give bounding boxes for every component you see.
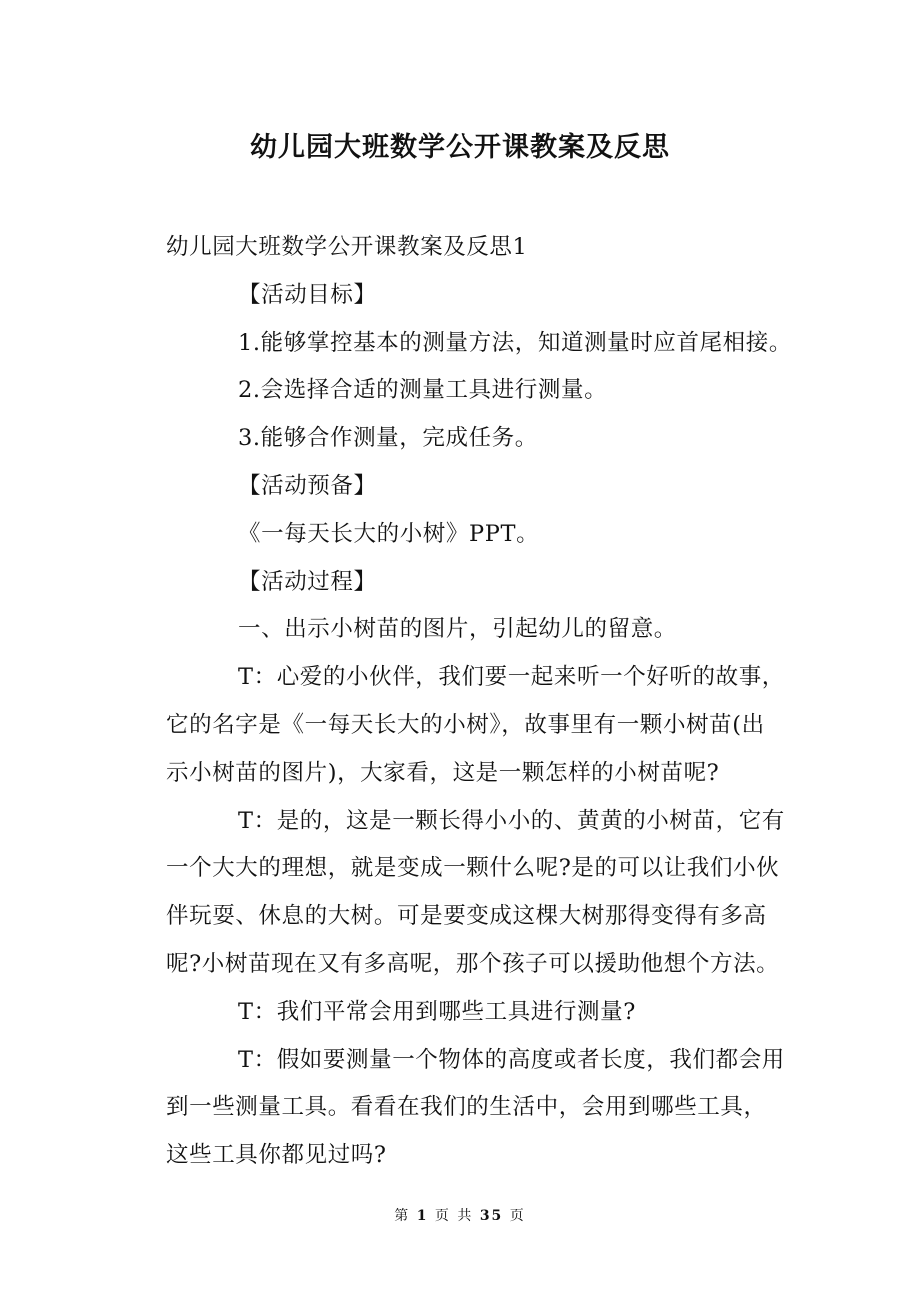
paragraph-line: 【活动过程】 bbox=[238, 568, 377, 595]
footer-prefix: 第 bbox=[394, 1208, 411, 1224]
paragraph-line: 一、出示小树苗的图片，引起幼儿的留意。 bbox=[238, 616, 677, 643]
paragraph-line: T：是的，这是一颗长得小小的、黄黄的小树苗，它有 bbox=[238, 807, 785, 834]
paragraph-line: 2.会选择合适的测量工具进行测量。 bbox=[238, 377, 608, 404]
paragraph-line: 它的名字是《一每天长大的小树》，故事里有一颗小树苗(出 bbox=[166, 711, 765, 738]
paragraph-line: 【活动预备】 bbox=[238, 472, 377, 499]
current-page-number: 1 bbox=[416, 1208, 429, 1224]
footer-middle: 页 共 bbox=[434, 1208, 474, 1224]
paragraph-line: 呢?小树苗现在又有多高呢，那个孩子可以援助他想个方法。 bbox=[166, 950, 780, 977]
page-footer bbox=[0, 1206, 920, 1226]
paragraph-line: 【活动目标】 bbox=[238, 281, 377, 308]
paragraph-line: 伴玩耍、休息的大树。可是要变成这棵大树那得变得有多高 bbox=[166, 903, 767, 930]
paragraph-line: T：假如要测量一个物体的高度或者长度，我们都会用 bbox=[238, 1046, 785, 1073]
total-page-count: 35 bbox=[479, 1208, 504, 1224]
paragraph-line: 1.能够掌控基本的测量方法，知道测量时应首尾相接。 bbox=[238, 329, 792, 356]
footer-suffix: 页 bbox=[509, 1208, 526, 1224]
paragraph-line: 示小树苗的图片)，大家看，这是一颗怎样的小树苗呢? bbox=[166, 759, 720, 786]
paragraph-line: 《一每天长大的小树》PPT。 bbox=[238, 520, 540, 547]
document-body bbox=[166, 224, 826, 1180]
paragraph-line: 这些工具你都见过吗? bbox=[166, 1142, 387, 1169]
paragraph-line: 到一些测量工具。看看在我们的生活中，会用到哪些工具， bbox=[166, 1094, 767, 1121]
document-title: 幼儿园大班数学公开课教案及反思 bbox=[250, 132, 670, 163]
paragraph-line: T：心爱的小伙伴，我们要一起来听一个好听的故事， bbox=[238, 664, 785, 691]
paragraph-line: 幼儿园大班数学公开课教案及反思1 bbox=[166, 234, 528, 260]
paragraph-line: 一个大大的理想，就是变成一颗什么呢?是的可以让我们小伙 bbox=[166, 855, 780, 882]
paragraph-line: 3.能够合作测量，完成任务。 bbox=[238, 425, 538, 452]
paragraph-line: T：我们平常会用到哪些工具进行测量? bbox=[238, 998, 636, 1025]
